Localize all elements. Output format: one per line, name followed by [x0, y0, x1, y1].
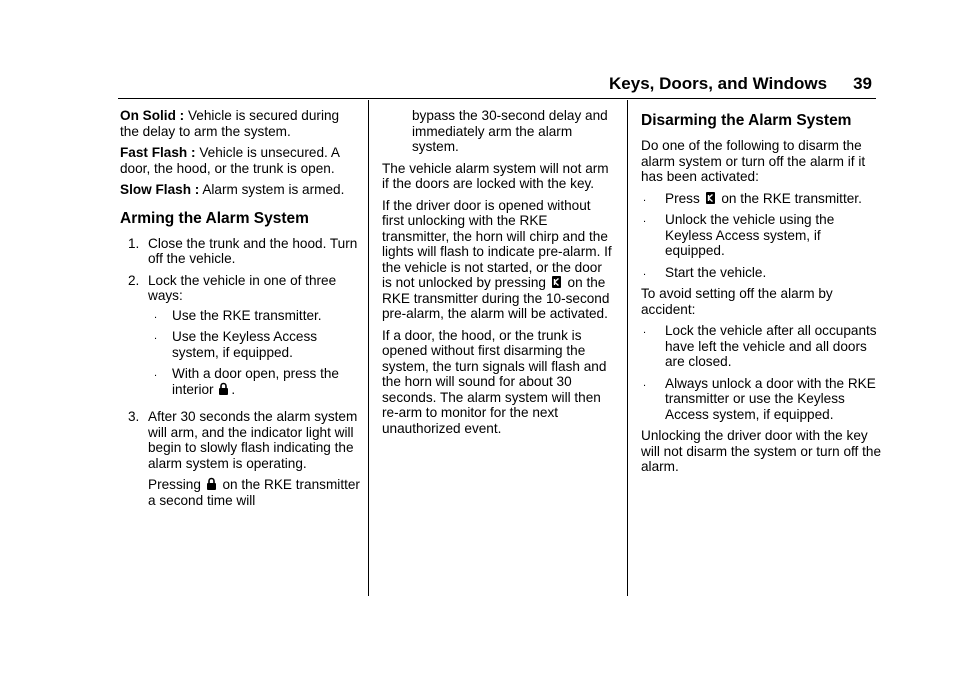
- header-rule: [118, 98, 876, 99]
- list-item: . Use the RKE transmitter.: [148, 308, 360, 324]
- list-item: . With a door open, press the interior .: [148, 366, 360, 397]
- column-divider-1: [368, 100, 369, 596]
- lock-icon: [218, 382, 229, 396]
- step-number: 1.: [128, 235, 140, 251]
- running-header: [580, 72, 872, 96]
- on-solid-term: On Solid :: [120, 108, 185, 123]
- bullet: .: [643, 191, 647, 204]
- list-item: . Press on the RKE transmitter.: [643, 190, 862, 206]
- list-item: . Always unlock a door with the RKE transmitter or use the Keyless Access system, if equipped.: [643, 375, 876, 422]
- section-title: Keys, Doors, and Windows: [609, 74, 828, 93]
- bullet: .: [643, 265, 647, 278]
- paragraph: Do one of the following to disarm the alarm system or turn off the alarm if it has been activated:: [641, 138, 866, 184]
- lock-methods-list: [148, 308, 360, 398]
- list-item: . Lock the vehicle after all occupants have left the vehicle and all doors are closed.: [643, 323, 877, 369]
- unlock-icon: [551, 275, 562, 289]
- paragraph: If a door, the hood, or the trunk is opened without first disarming the system, the turn signals will flash and the horn will sound for about 30 seconds. The alarm system will then re-arm to monitor for the next unauthorized event.: [382, 327, 607, 436]
- column-divider-2: [627, 100, 628, 596]
- slow-flash-term: Slow Flash :: [120, 182, 200, 197]
- bullet: .: [154, 330, 158, 342]
- step-text: Close the trunk and the hood. Turn off the vehicle.: [148, 235, 358, 266]
- column-1: [120, 108, 360, 514]
- paragraph: Unlocking the driver door with the key will not disarm the system or turn off the alarm.: [641, 428, 882, 474]
- unlock-icon: [705, 191, 716, 205]
- column-3: [641, 108, 881, 481]
- step-text: After 30 seconds the alarm system will arm, and the indicator light will begin to slowly flash indicating the alarm system is operating.: [148, 409, 358, 471]
- bullet: .: [643, 376, 647, 389]
- pre-alarm-paragraph: If the driver door is opened without first unlocking with the RKE transmitter, the horn will chirp and the lights will flash to indicate pre-alarm. If the vehicle is not started, or the door is not unlocked by pressing on the RKE transmitter during the 10-second pre-alarm, the alarm will be activated.: [382, 197, 612, 321]
- fast-flash-paragraph: [120, 145, 360, 176]
- fast-flash-term: Fast Flash :: [120, 145, 196, 160]
- arming-step-2: [120, 273, 360, 404]
- slow-flash-text: Alarm system is armed.: [202, 182, 345, 197]
- lock-icon: [206, 477, 217, 491]
- paragraph: The vehicle alarm system will not arm if the doors are locked with the key.: [382, 160, 609, 191]
- column-2: [382, 108, 614, 442]
- page-number: 39: [853, 74, 872, 93]
- fast-flash-text: Vehicle is unsecured. A door, the hood, or the trunk is open.: [120, 145, 340, 176]
- step-3-continuation: bypass the 30-second delay and immediately arm the alarm system.: [412, 108, 608, 154]
- arming-step-3: [120, 409, 360, 508]
- list-item: . Unlock the vehicle using the Keyless Access system, if equipped.: [643, 212, 835, 258]
- arming-step-1: [120, 236, 360, 267]
- on-solid-text: Vehicle is secured during the delay to arm the system.: [120, 108, 340, 139]
- bullet: .: [154, 308, 158, 321]
- bullet: .: [154, 367, 158, 379]
- list-item: . Use the Keyless Access system, if equipped.: [148, 329, 360, 360]
- bullet: .: [643, 213, 647, 225]
- arming-heading: Arming the Alarm System: [120, 209, 309, 227]
- disarming-heading: Disarming the Alarm System: [641, 112, 852, 129]
- step-text: Lock the vehicle in one of three ways:: [148, 272, 337, 303]
- bullet: .: [643, 324, 647, 336]
- on-solid-paragraph: [120, 108, 360, 139]
- step-number: 3.: [128, 409, 140, 424]
- step-3-press-text: Pressing on the RKE transmitter a second time will: [148, 477, 360, 508]
- paragraph: To avoid setting off the alarm by accident:: [641, 286, 833, 317]
- list-item: . Start the vehicle.: [643, 264, 767, 280]
- step-number: 2.: [128, 272, 140, 288]
- slow-flash-paragraph: [120, 182, 360, 198]
